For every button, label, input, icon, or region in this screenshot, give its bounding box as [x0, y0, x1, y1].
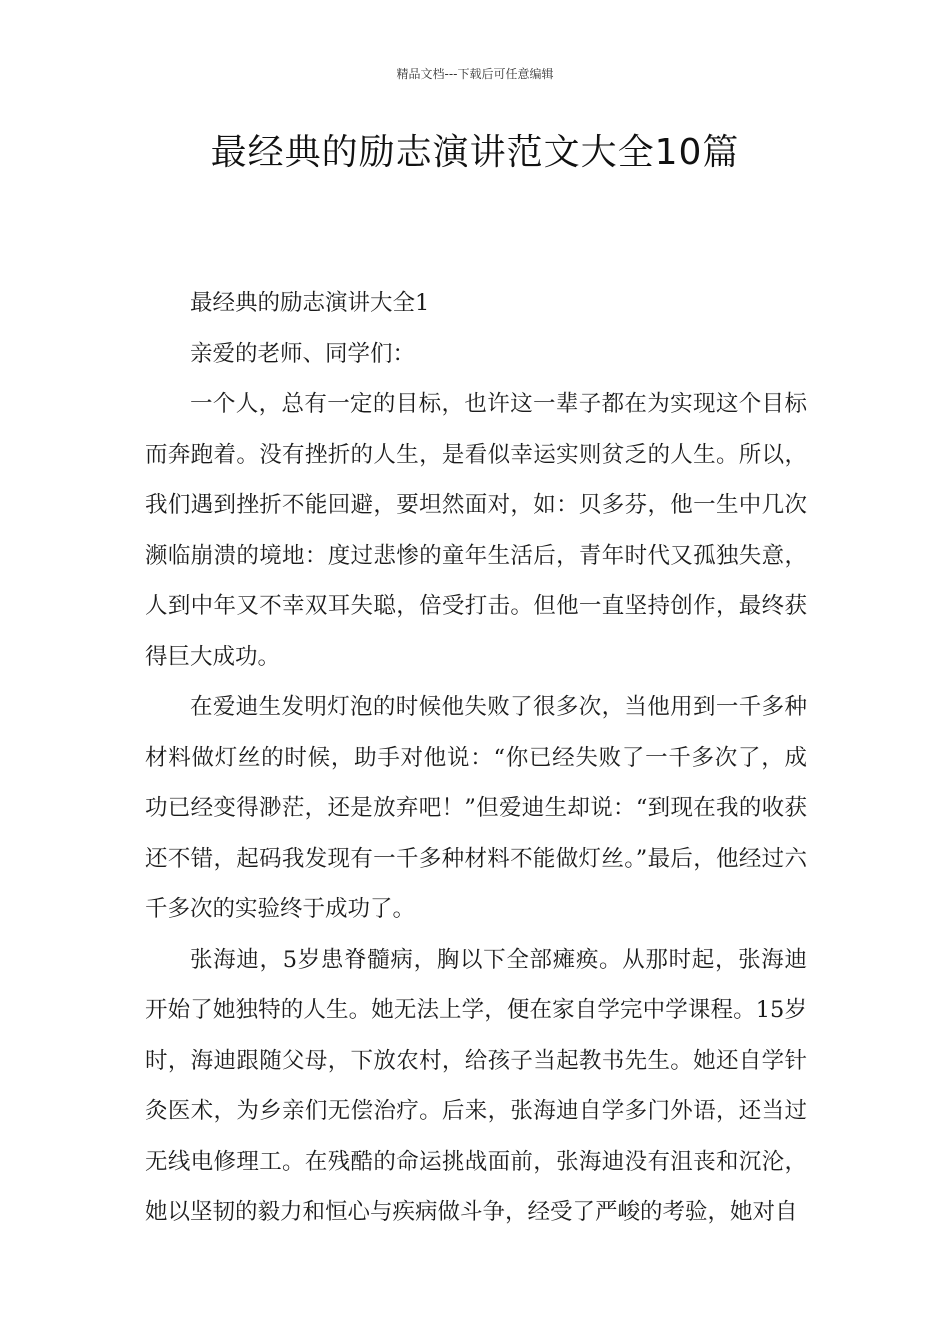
paragraph: 一个人，总有一定的目标，也许这一辈子都在为实现这个目标而奔跑着。没有挫折的人生，是看似幸运实则贫乏的人生。所以，我们遇到挫折不能回避，要坦然面对，如：贝多芬，他一生中几次濒临崩溃的境地：度过悲惨的童年生活后，青年时代又孤独失意，人到中年又不幸双耳失聪，倍受打击。但他一直坚持创作，最终获得巨大成功。: [145, 391, 807, 670]
document-title: 最经典的励志演讲范文大全10篇: [210, 132, 740, 173]
section-heading: 最经典的励志演讲大全1: [190, 290, 430, 316]
paragraph: 在爱迪生发明灯泡的时候他失败了很多次，当他用到一千多种材料做灯丝的时候，助手对他说：“你已经失败了一千多次了，成功已经变得渺茫，还是放弃吧！”但爱迪生却说：“到现在我的收获还不错，起码我发现有一千多种材料不能做灯丝。”最后，他经过六千多次的实验终于成功了。: [145, 694, 807, 922]
document-body: [145, 278, 807, 1238]
paragraph: 张海迪，5岁患脊髓病，胸以下全部瘫痪。从那时起，张海迪开始了她独特的人生。她无法上学，便在家自学完中学课程。15岁时，海迪跟随父母，下放农村，给孩子当起教书先生。她还自学针灸医术，为乡亲们无偿治疗。后来，张海迪自学多门外语，还当过无线电修理工。在残酷的命运挑战面前，张海迪没有沮丧和沉沦，她以坚韧的毅力和恒心与疾病做斗争，经受了严峻的考验，她对自: [145, 946, 807, 1225]
header-note: 精品文档---下载后可任意编辑: [396, 67, 554, 81]
salutation: 亲爱的老师、同学们：: [190, 340, 416, 367]
